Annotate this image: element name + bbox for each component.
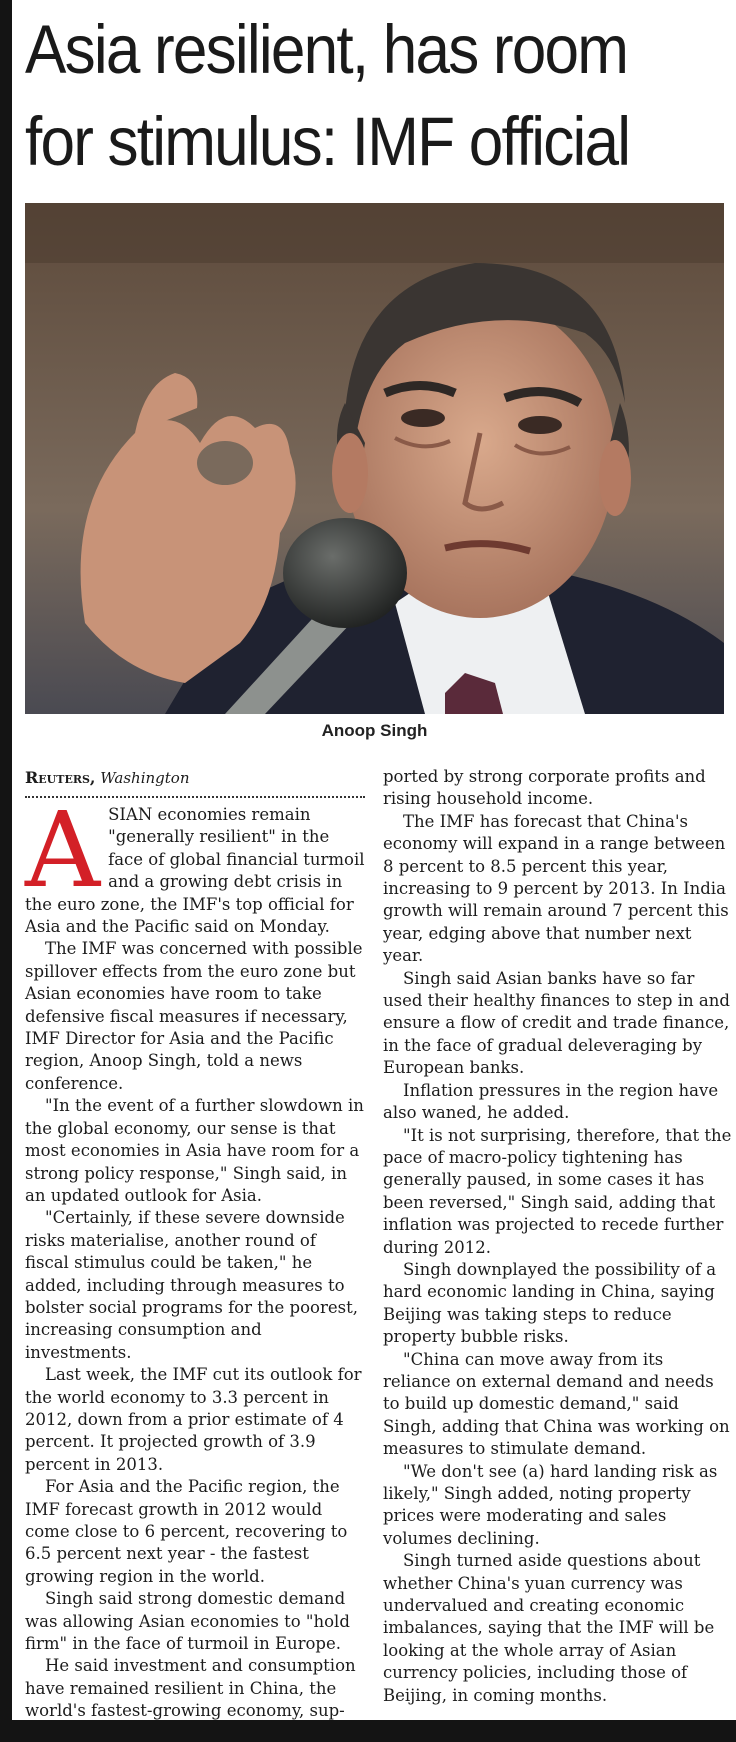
portrait-photo-icon [25,203,724,714]
article-paragraph: "It is not surprising, therefore, that the pace of macro-policy tightening has generally paused, in some cases it has been reversed," Singh said, adding that inflation was projected to recede further during 2012. [383,1125,732,1257]
article-paragraph: Singh said Asian banks have so far used their healthy finances to step in and ensure a flow of credit and trade finance, in the face of gradual deleveraging by European banks. [383,968,730,1078]
dateline-agency: Reuters, [25,768,96,787]
article-paragraph: "Certainly, if these severe downside risks materialise, another round of fiscal stimulus could be taken," he added, including through measures to bolster social programs for the poorest, increasing consumption and investments. [25,1208,358,1362]
article-paragraph: ported by strong corporate profits and rising household income. [383,767,706,809]
newspaper-page [12,0,736,1720]
article-paragraph: The IMF has forecast that China's economy will expand in a range between 8 percent to 8.5 percent this year, increasing to 9 percent by 2013. In India growth will remain around 7 percent this year, edging above that number next year. [383,811,729,966]
drop-cap: A [25,789,101,911]
paragraph-text: SIAN economies remain "generally resilient" in the face of global financial turmoil and a growing debt crisis in the euro zone, the IMF's top official for Asia and the Pacific said on Monday. [25,805,365,937]
headline-line-1: Asia resilient, has room [25,11,628,88]
article-paragraph: "In the event of a further slowdown in the global economy, our sense is that most economies in Asia have room for a strong policy response," Singh said, in an updated outlook for Asia. [25,1096,364,1205]
article-paragraph: Inflation pressures in the region have also waned, he added. [383,1080,719,1123]
article-paragraph: Singh downplayed the possibility of a hard economic landing in China, saying Beijing was taking steps to reduce property bubble risks. [383,1259,717,1347]
article-paragraph: Last week, the IMF cut its outlook for the world economy to 3.3 percent in 2012, down from a prior estimate of 4 percent. It projected growth of 3.9 percent in 2013. [25,1365,362,1474]
article-paragraph: "We don't see (a) hard landing risk as likely," Singh added, noting property prices were moderating and sales volumes declining. [383,1461,718,1548]
article-paragraph: "China can move away from its reliance on external demand and needs to build up domestic demand," said Singh, adding that China was working on measures to stimulate demand. [383,1349,730,1459]
article-paragraph: Singh turned aside questions about whether China's yuan currency was undervalued and creating economic imbalances, saying that the IMF will be looking at the whole array of Asian currency policies, including those of Beijing, in coming months. [383,1551,715,1705]
article-paragraph: He said investment and consumption have remained resilient in China, the world's fastest-growing economy, sup- [25,1656,356,1720]
photo-caption: Anoop Singh [321,721,428,740]
headline [25,4,655,188]
dateline-city: Washington [100,769,190,787]
article-column-left [25,766,365,1720]
article-column-right [383,766,733,1720]
headline-line-2: for stimulus: IMF official [25,103,630,180]
article-paragraph: Singh said strong domestic demand was allowing Asian economies to "hold firm" in the face of turmoil in Europe. [25,1589,350,1654]
article-paragraph [25,789,365,938]
article-paragraph: For Asia and the Pacific region, the IMF forecast growth in 2012 would come close to 6 percent, recovering to 6.5 percent next year - the fastest growing region in the world. [25,1477,348,1586]
article-paragraph: The IMF was concerned with possible spillover effects from the euro zone but Asian economies have room to take defensive fiscal measures if necessary, IMF Director for Asia and the Pacific region, Anoop Singh, told a news conference. [25,939,363,1093]
